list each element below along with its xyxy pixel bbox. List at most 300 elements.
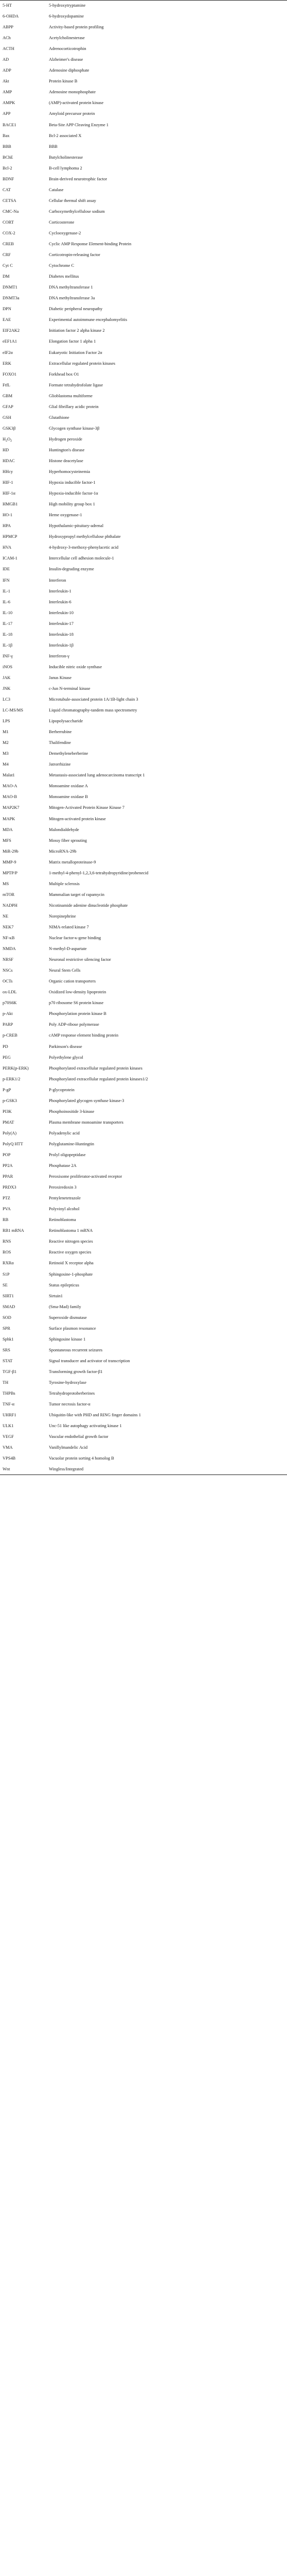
abbreviation-definition: Norepinephrine (49, 913, 76, 919)
abbreviation-definition: Neuronal restrictive silencing factor (49, 957, 111, 962)
abbreviation-term: ERK (3, 361, 11, 366)
abbreviation-definition: 1-methyl-4-phenyl-1,2,3,6-tetrahydropyridine/probenecid (49, 870, 149, 875)
abbreviation-term: EAE (3, 317, 11, 323)
abbreviation-term: GSK3β (3, 426, 16, 431)
abbreviation-term: MAPK (3, 816, 15, 821)
abbreviation-definition: Phosphorylation protein kinase B (49, 1011, 106, 1016)
abbreviation-row (0, 987, 287, 998)
abbreviation-row (0, 1355, 287, 1366)
abbreviation-term: SOD (3, 1315, 11, 1320)
abbreviation-row (0, 358, 287, 369)
abbreviation-term: EIF2AK2 (3, 328, 20, 333)
abbreviation-row (0, 1345, 287, 1355)
abbreviation-term: TGF-β1 (3, 1369, 17, 1374)
abbreviation-row (0, 488, 287, 499)
abbreviation-term: DM (3, 274, 10, 279)
abbreviation-definition: Interleukin-1 (49, 588, 71, 594)
abbreviation-definition: Cyclic AMP Response Element-binding Protein (49, 242, 132, 247)
abbreviation-row (0, 1172, 287, 1182)
abbreviation-row (0, 1226, 287, 1236)
abbreviation-term: Wnt (0, 1464, 46, 1475)
abbreviation-term: ADP (3, 68, 11, 73)
abbreviation-definition: NIMA-related kinase 7 (49, 925, 89, 929)
abbreviation-definition: Peroxisome proliferator-activated receptor (49, 1174, 122, 1179)
abbreviation-row (0, 965, 287, 976)
abbreviation-definition: Pentylenetetrazole (49, 1196, 81, 1201)
abbreviation-term: LPS (3, 719, 10, 724)
abbreviation-term: PARP (3, 1022, 13, 1027)
abbreviation-term: LC-MS/MS (3, 708, 24, 713)
abbreviation-row (0, 1247, 287, 1258)
abbreviation-definition: Polyvinyl alcohol (49, 1207, 80, 1212)
abbreviation-row (0, 1149, 287, 1160)
abbreviation-row (0, 261, 287, 272)
abbreviation-definition: Nicotinamide adenine dinucleotide phosphate (49, 903, 128, 908)
abbreviation-term: PPAR (3, 1174, 13, 1179)
abbreviation-definition: Surface plasmon resonance (49, 1326, 96, 1331)
abbreviation-term: M4 (3, 762, 9, 767)
abbreviation-term: AMP (3, 90, 12, 95)
abbreviation-row (0, 1312, 287, 1323)
abbreviation-row (0, 955, 287, 965)
abbreviation-term: MAP2K7 (3, 805, 20, 810)
abbreviation-term: STAT (3, 1358, 13, 1363)
abbreviation-definition: DNA methyltransferase 3a (49, 296, 95, 301)
abbreviation-definition: Interferon (49, 578, 66, 583)
abbreviation-definition: Alzheimer's disease (49, 57, 83, 62)
abbreviation-term: POP (3, 1152, 11, 1157)
abbreviation-row (0, 33, 287, 44)
abbreviation-row (0, 478, 287, 488)
abbreviation-row (0, 195, 287, 206)
abbreviation-term: RXRα (3, 1261, 14, 1266)
abbreviation-term: JAK (3, 675, 11, 680)
abbreviation-row (0, 380, 287, 391)
abbreviation-row (0, 944, 287, 955)
abbreviation-term: 6-OHDA (3, 14, 19, 19)
abbreviation-definition: c-Jun N-terminal kinase (49, 686, 91, 691)
abbreviation-term: PEG (3, 1055, 11, 1060)
abbreviation-definition: Janus Kinase (49, 675, 71, 680)
abbreviation-term: ICAM-1 (3, 556, 17, 561)
abbreviation-term: RB1 mRNA (3, 1228, 24, 1233)
abbreviation-row (0, 1399, 287, 1410)
abbreviation-row (0, 44, 287, 55)
abbreviation-row (0, 1334, 287, 1345)
abbreviation-row (0, 835, 287, 846)
abbreviation-term: p-Akt (3, 1011, 13, 1016)
abbreviation-definition: Retinoblastoma 1 mRNA (49, 1228, 93, 1233)
abbreviation-definition: Neural Stem Cells (49, 968, 81, 973)
abbreviation-term: TNF-α (3, 1402, 14, 1407)
abbreviation-row (0, 467, 287, 478)
abbreviation-term: SRS (3, 1347, 10, 1352)
abbreviation-term: Cyt C (3, 263, 13, 268)
abbreviation-term: INF-γ (3, 653, 13, 658)
abbreviation-row (0, 1280, 287, 1291)
abbreviation-term: p-GSK3 (3, 1098, 17, 1103)
abbreviation-term: ULK1 (3, 1423, 14, 1429)
abbreviation-definition: Status epilepticus (49, 1282, 79, 1287)
abbreviation-term: GFAP (3, 404, 13, 409)
abbreviation-definition: cAMP response element binding protein (49, 1033, 119, 1038)
abbreviation-term: NF-κB (3, 936, 15, 941)
abbreviation-row (0, 391, 287, 401)
abbreviation-term: HVA (3, 545, 12, 550)
abbreviation-term: eEF1A1 (3, 339, 17, 344)
abbreviation-term: FtfL (3, 382, 10, 387)
abbreviation-row (0, 640, 287, 651)
abbreviation-definition: N-methyl-D-aspartate (49, 946, 87, 952)
abbreviation-row (0, 1215, 287, 1226)
abbreviation-definition: Catalase (49, 187, 64, 192)
abbreviation-row (0, 1041, 287, 1052)
abbreviation-definition: Hyperhomocysteinemia (49, 469, 91, 474)
abbreviation-definition: Polyadenylic acid (49, 1130, 80, 1136)
abbreviation-definition: Oxidized low-density lipoprotein (49, 990, 106, 995)
abbreviation-row (0, 1366, 287, 1377)
abbreviation-definition: Tyrosine-hydroxylase (49, 1380, 86, 1385)
abbreviation-definition: Cyclooxygenase-2 (49, 231, 81, 235)
abbreviation-term: HPA (3, 523, 11, 529)
abbreviation-term: AD (3, 57, 9, 62)
abbreviation-definition: Tetrahydroprotoberberines (49, 1391, 95, 1396)
abbreviation-row (0, 824, 287, 835)
abbreviation-row (0, 272, 287, 282)
abbreviation-term: iNOS (3, 664, 13, 669)
abbreviation-term: SE (3, 1282, 8, 1287)
abbreviation-definition: DNA methyltransferase 1 (49, 285, 93, 290)
abbreviation-term: p-CREB (3, 1033, 17, 1038)
abbreviation-row (0, 629, 287, 640)
abbreviations-table-body (0, 1, 287, 1475)
abbreviation-row (0, 65, 287, 76)
abbreviation-definition: P-glycoprotein (49, 1087, 75, 1092)
abbreviation-row (0, 239, 287, 250)
abbreviation-row (0, 770, 287, 781)
abbreviation-term: LC3 (3, 697, 10, 702)
abbreviation-definition: Adenosine monophosphate (49, 90, 96, 95)
abbreviation-definition: Plasma membrane monoamine transporters (49, 1120, 123, 1125)
abbreviation-row (0, 250, 287, 261)
abbreviation-row (0, 998, 287, 1009)
abbreviation-definition: Hydrogen peroxide (49, 436, 82, 442)
abbreviation-row (0, 662, 287, 672)
abbreviation-definition: Butylcholinesterase (49, 155, 83, 160)
abbreviation-term: HD (3, 447, 9, 452)
abbreviation-row (0, 1128, 287, 1139)
abbreviation-definition: Forkhead box O1 (49, 371, 79, 377)
abbreviation-row (0, 1182, 287, 1193)
abbreviation-definition: Tumor necrosis factor-α (49, 1402, 91, 1407)
abbreviation-row (0, 553, 287, 564)
abbreviation-definition: Vascular endothelial growth factor (49, 1434, 109, 1439)
abbreviation-term: BChE (3, 155, 13, 160)
abbreviation-term: PVA (3, 1207, 11, 1212)
abbreviation-term: Sphk1 (3, 1336, 14, 1342)
abbreviation-term: DPN (3, 307, 11, 312)
abbreviation-term: NADPH (3, 903, 17, 908)
abbreviation-term: APP (3, 111, 11, 116)
abbreviation-term: AMPK (3, 100, 15, 106)
abbreviation-term: eIF2α (3, 350, 13, 355)
abbreviation-row (0, 11, 287, 22)
abbreviation-term: HHcy (3, 469, 13, 474)
abbreviation-definition: Heme oxygenase-1 (49, 513, 82, 518)
abbreviation-term: SPR (3, 1326, 10, 1331)
abbreviation-definition: Cellular thermal shift assay (49, 198, 96, 203)
abbreviation-term: PERK(p-ERK) (3, 1065, 29, 1071)
abbreviation-term: MAO-A (3, 784, 17, 789)
abbreviation-row (0, 423, 287, 434)
abbreviation-row (0, 1453, 287, 1464)
abbreviation-row (0, 889, 287, 900)
abbreviation-definition: Beta-Site APP Cleaving Enzyme 1 (49, 122, 109, 127)
abbreviation-term: HPMCP (3, 534, 17, 539)
abbreviation-definition: Metastasis-associated lung adenocarcinoma transcript 1 (49, 773, 145, 778)
abbreviation-definition: Malondialdehyde (49, 827, 79, 832)
abbreviation-term: CREB (3, 242, 14, 247)
abbreviation-row (0, 510, 287, 521)
abbreviation-definition: Protein kinase B (49, 79, 78, 84)
abbreviation-term: JNK (3, 686, 11, 691)
abbreviation-definition: (AMP)-activated protein kinase (49, 100, 104, 106)
abbreviation-term: IL-1β (3, 642, 13, 648)
abbreviation-row (0, 55, 287, 65)
abbreviation-row (0, 1443, 287, 1453)
abbreviation-term: MiR-29b (3, 849, 19, 854)
abbreviation-row (0, 976, 287, 987)
abbreviation-definition: Sirtuin1 (49, 1293, 63, 1298)
abbreviation-definition: Multiple sclerosis (49, 881, 80, 886)
abbreviation-definition: Reactive nitrogen species (49, 1239, 93, 1244)
abbreviation-row (0, 326, 287, 336)
abbreviation-row (0, 120, 287, 130)
abbreviation-definition: 6-hydroxydopamine (49, 14, 84, 19)
abbreviation-definition: Elongation factor 1 alpha 1 (49, 339, 96, 344)
abbreviation-definition: Sphingosine-1-phosphate (49, 1272, 93, 1277)
abbreviation-term: Bax (3, 133, 10, 138)
abbreviation-row (0, 109, 287, 120)
abbreviation-definition: Interleukin-10 (49, 610, 74, 615)
abbreviation-term: PI3K (3, 1109, 12, 1114)
abbreviation-definition: Hydroxypropyl methylcellulose phthalate (49, 534, 121, 539)
abbreviation-row (0, 347, 287, 358)
abbreviation-row (0, 1020, 287, 1030)
abbreviation-term: Malat1 (3, 773, 15, 778)
abbreviation-term: TH (3, 1380, 9, 1385)
abbreviation-definition: Liquid chromatography-tandem mass spectrometry (49, 708, 137, 713)
abbreviation-definition: Spontaneous recurrent seizures (49, 1347, 103, 1352)
abbreviation-term: PRDX3 (3, 1185, 16, 1190)
abbreviation-term: $H_2O_2$ (3, 436, 12, 443)
abbreviation-row (0, 1193, 287, 1204)
abbreviation-definition: Diabetic peripheral neuropathy (49, 307, 103, 312)
abbreviation-definition: Diabetes mellitus (49, 274, 79, 279)
abbreviation-definition: Organic cation transporters (49, 979, 96, 984)
abbreviation-term: ABPP (3, 25, 13, 30)
abbreviation-row (0, 282, 287, 293)
abbreviation-term: MMP-9 (3, 859, 16, 865)
abbreviation-definition: Unc-51 like autophagy activating kinase 1 (49, 1423, 122, 1429)
abbreviation-definition: Hypoxia-inducible factor-1α (49, 491, 98, 496)
abbreviation-term: CORT (3, 219, 14, 225)
abbreviation-definition: Phosphoinositide 3-kinase (49, 1109, 95, 1114)
abbreviation-row (0, 304, 287, 315)
abbreviation-definition: Interleukin-18 (49, 632, 74, 637)
abbreviation-row (0, 651, 287, 662)
abbreviation-row (0, 532, 287, 543)
abbreviation-row (0, 705, 287, 716)
abbreviation-definition: BBB (49, 144, 58, 149)
abbreviation-row (0, 933, 287, 944)
abbreviation-row (0, 922, 287, 933)
abbreviation-term: SIRT1 (3, 1293, 14, 1298)
abbreviation-row (0, 803, 287, 814)
abbreviation-row (0, 1291, 287, 1301)
abbreviation-definition: Retinoblastoma (49, 1217, 76, 1223)
abbreviation-term: 5-HT (0, 1, 46, 11)
abbreviation-row (0, 1084, 287, 1095)
abbreviation-term: FOXO1 (3, 371, 16, 377)
abbreviation-row (0, 1052, 287, 1063)
abbreviation-term: GSH (3, 415, 11, 420)
abbreviation-term: Akt (3, 79, 9, 84)
abbreviation-row (0, 1009, 287, 1020)
abbreviation-term: PP2A (3, 1163, 13, 1168)
abbreviation-row (0, 900, 287, 911)
abbreviation-row (0, 694, 287, 705)
abbreviation-term: CMC-Na (3, 209, 19, 214)
abbreviation-definition: Monoamine oxidase A (49, 784, 88, 789)
abbreviation-row (0, 814, 287, 824)
abbreviation-row (0, 781, 287, 792)
abbreviation-definition: Parkinson's disease (49, 1044, 82, 1049)
abbreviation-term: VEGF (3, 1434, 14, 1439)
abbreviation-definition: Insulin-degrading enzyme (49, 567, 94, 572)
abbreviation-definition: Interleukin-6 (49, 599, 71, 604)
abbreviation-definition: Experimental autoimmune encephalomyelitis (49, 317, 128, 323)
abbreviation-term: CRF (3, 252, 11, 258)
abbreviation-definition: Interferon-γ (49, 653, 69, 658)
abbreviation-row (0, 749, 287, 759)
abbreviation-definition: Glutathione (49, 415, 69, 420)
abbreviation-definition: Vanillylmandelic Acid (49, 1445, 88, 1450)
abbreviation-definition: Extracellular regulated protein kinases (49, 361, 116, 366)
abbreviation-definition: Bcl-2 associated X (49, 133, 82, 138)
abbreviation-term: MAO-B (3, 794, 17, 800)
abbreviation-row (0, 586, 287, 597)
abbreviation-term: GBM (3, 393, 13, 398)
abbreviation-row (0, 716, 287, 727)
abbreviation-definition: Jatrorrhizine (49, 762, 71, 767)
abbreviation-definition: MicroRNA-29b (49, 849, 77, 854)
abbreviation-row (0, 1432, 287, 1443)
abbreviation-definition: Ubiquitin-like with PHD and RING finger domains 1 (49, 1413, 141, 1418)
abbreviation-term: IL-10 (3, 610, 13, 615)
abbreviation-term: IDE (3, 567, 10, 572)
abbreviation-row (0, 911, 287, 922)
abbreviation-definition: Polyglutamine-Huntingtin (49, 1141, 94, 1146)
abbreviation-row (0, 727, 287, 738)
abbreviation-row (0, 336, 287, 347)
abbreviation-row (0, 1139, 287, 1149)
abbreviation-term: NSCs (3, 968, 13, 973)
abbreviation-row (0, 401, 287, 412)
abbreviation-term: HIF-1 (3, 480, 13, 485)
abbreviation-row (0, 792, 287, 803)
abbreviation-definition: Wingless/Integrated (46, 1464, 287, 1475)
abbreviation-term: NEK7 (3, 925, 14, 929)
abbreviation-term: ACh (3, 36, 11, 41)
abbreviation-term: CETSA (3, 198, 16, 203)
abbreviation-row (0, 141, 287, 152)
abbreviation-term: PD (3, 1044, 8, 1049)
abbreviation-row (0, 152, 287, 163)
abbreviation-definition: Superoxide dismutase (49, 1315, 87, 1320)
abbreviation-term: MPTP/P (3, 870, 17, 875)
abbreviation-term: HDAC (3, 458, 15, 463)
abbreviation-term: IL-17 (3, 621, 13, 626)
abbreviation-term: PMAT (3, 1120, 14, 1125)
abbreviation-definition: Activity-based protein profiling (49, 25, 104, 30)
abbreviation-term: M2 (3, 740, 9, 745)
abbreviation-row (0, 564, 287, 575)
abbreviation-term: BBB (3, 144, 11, 149)
abbreviation-term: IFN (3, 578, 10, 583)
abbreviation-row (0, 1301, 287, 1312)
abbreviation-definition: Huntington's disease (49, 447, 85, 452)
abbreviation-term: p-ERK1/2 (3, 1076, 21, 1081)
abbreviation-row (0, 1323, 287, 1334)
abbreviation-definition: Glial fibrillary acidic protein (49, 404, 99, 409)
abbreviation-row (0, 22, 287, 33)
abbreviation-term: NE (3, 913, 9, 919)
abbreviation-term: ox-LDL (3, 990, 17, 995)
abbreviation-term: DNMT1 (3, 285, 17, 290)
abbreviation-definition: Acetylcholinesterase (49, 36, 85, 41)
abbreviation-definition: Signal transducer and activator of transcription (49, 1358, 130, 1363)
abbreviation-row (0, 1377, 287, 1388)
abbreviation-definition: Berberrubine (49, 730, 72, 735)
abbreviation-definition: Glioblastoma multiforme (49, 393, 93, 398)
abbreviation-definition: Mitogen-Activated Protein Kinase Kinase 7 (49, 805, 124, 810)
abbreviation-definition: Mossy fiber sprouting (49, 838, 87, 843)
abbreviation-definition: Prolyl oligopeptidase (49, 1152, 86, 1157)
abbreviation-term: COX-2 (3, 231, 15, 235)
abbreviation-row (0, 575, 287, 586)
abbreviation-row (0, 412, 287, 423)
abbreviation-definition: Glycogen synthase kinase-3β (49, 426, 100, 431)
abbreviation-row (0, 228, 287, 239)
abbreviation-term: BDNF (3, 176, 14, 181)
abbreviation-definition: Transforming growth factor-β1 (49, 1369, 103, 1374)
abbreviation-row (0, 130, 287, 141)
abbreviation-term: MFS (3, 838, 11, 843)
abbreviation-term: VMA (3, 1445, 13, 1450)
abbreviation-row (0, 1095, 287, 1106)
abbreviation-row (0, 206, 287, 217)
abbreviation-row (0, 1410, 287, 1421)
abbreviation-definition: Hypoxia inducible factor-1 (49, 480, 96, 485)
abbreviation-term: P-gP (3, 1087, 11, 1092)
abbreviation-term: MDA (3, 827, 13, 832)
abbreviation-term: OCTs (3, 979, 13, 984)
abbreviation-term: Bcl-2 (3, 165, 12, 171)
abbreviation-row (0, 455, 287, 466)
abbreviation-definition: Interleukin-17 (49, 621, 74, 626)
abbreviation-term: PolyQ HTT (3, 1141, 23, 1146)
